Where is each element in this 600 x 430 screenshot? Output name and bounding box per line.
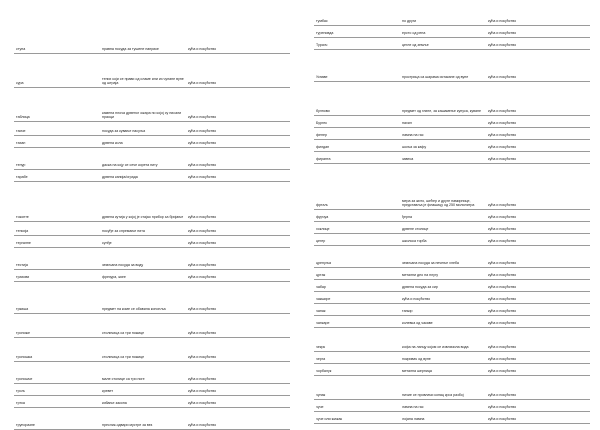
term-cell: чуче или жижак xyxy=(314,411,400,423)
category-cell: кућа и покућство xyxy=(486,127,590,139)
category-cell: кућа и покућство xyxy=(486,411,590,423)
term-cell: чанак xyxy=(314,303,400,315)
description-cell: цегле од земље xyxy=(400,37,486,49)
table-row xyxy=(314,399,590,411)
table-row xyxy=(314,163,590,209)
left-page xyxy=(14,13,290,430)
category-cell: кућа и покућство xyxy=(486,209,590,221)
table-row xyxy=(14,281,290,313)
table-row xyxy=(314,221,590,233)
description-cell: нахил xyxy=(400,115,486,127)
term-cell: троношка xyxy=(14,337,100,361)
term-cell: чуче xyxy=(314,399,400,411)
description-cell: дрвена кутија у којој је стајао прибор за бријање xyxy=(100,181,186,221)
description-cell: лампа на гас xyxy=(400,127,486,139)
category-cell: кућа и покућство xyxy=(186,135,290,147)
term-cell: тенур xyxy=(14,147,100,169)
category-cell: кућа и покућство xyxy=(486,363,590,375)
table-row xyxy=(314,115,590,127)
category-cell: кућа и покућство xyxy=(186,269,290,281)
description-cell: покривач од вуне xyxy=(400,351,486,363)
table-row xyxy=(314,139,590,151)
glossary-table-right xyxy=(314,13,590,424)
description-cell: мале столице са три ноге xyxy=(100,361,186,383)
description-cell: кибање закона xyxy=(100,395,186,407)
category-cell: кућа и покућство xyxy=(186,247,290,269)
term-cell: Укпаве xyxy=(314,49,400,81)
description-cell: столичица са три ножице xyxy=(100,337,186,361)
table-row xyxy=(14,221,290,235)
description-cell: даска на коју се сече корета питу xyxy=(100,147,186,169)
description-cell: кревет xyxy=(100,383,186,395)
category-cell: кућа и покућство xyxy=(186,221,290,235)
term-cell: тахан xyxy=(14,135,100,147)
term-cell: Турсич xyxy=(314,37,400,49)
category-cell: кућа и покућство xyxy=(186,337,290,361)
category-cell: кућа и покућство xyxy=(486,151,590,163)
description-cell: дрвене столице xyxy=(400,221,486,233)
term-cell: чунак xyxy=(314,375,400,399)
description-cell: столичица са три ножице xyxy=(100,313,186,337)
term-cell: филдан xyxy=(314,139,400,151)
description-cell: правна посуда за тушене паприке xyxy=(100,13,186,53)
category-cell: кућа и покућство xyxy=(486,163,590,209)
table-row xyxy=(14,247,290,269)
category-cell: кућа и покућство xyxy=(486,327,590,351)
category-cell: кућа и покућство xyxy=(186,181,290,221)
category-cell: кућа и покућство xyxy=(486,139,590,151)
category-cell: кућа и покућство xyxy=(186,395,290,407)
glossary-table-left xyxy=(14,13,290,430)
description-cell: преслик-одвари мустре за вез xyxy=(100,407,186,429)
term-cell: фенер xyxy=(314,127,400,139)
category-cell: кућа и покућство xyxy=(186,147,290,169)
term-cell: трољ xyxy=(14,383,100,395)
category-cell: кућа и покућство xyxy=(486,315,590,327)
table-row xyxy=(314,233,590,245)
description-cell: тепих који се прави од сламе или из чупане вуне од штраја xyxy=(100,53,186,87)
category-cell: кућа и покућство xyxy=(486,25,590,37)
description-cell: земљана посуда за воду xyxy=(100,247,186,269)
description-cell: метална шерпица xyxy=(400,363,486,375)
term-cell: чекрк xyxy=(314,327,400,351)
term-cell: ступа xyxy=(14,13,100,53)
description-cell: мера за жито, шећер и друге намирнице, представља је флашицу од 250 милилитра xyxy=(400,163,486,209)
table-row xyxy=(314,151,590,163)
table-row xyxy=(314,209,590,221)
category-cell: кућа и покућство xyxy=(486,49,590,81)
table-row xyxy=(314,81,590,115)
table-row xyxy=(314,279,590,291)
category-cell: кућа и покућство xyxy=(186,87,290,121)
right-page xyxy=(314,13,590,424)
description-cell: ђерна xyxy=(400,209,486,221)
category-cell: кућа и покућство xyxy=(486,291,590,303)
description-cell: предмет од глине, за кашамење купуса, куване xyxy=(400,81,486,115)
table-row xyxy=(314,411,590,423)
term-cell: чабар xyxy=(314,279,400,291)
description-cell: фрезура, жиге xyxy=(100,269,186,281)
description-cell: завеса xyxy=(400,151,486,163)
table-row xyxy=(14,135,290,147)
table-row xyxy=(14,169,290,181)
category-cell: кућа и покућство xyxy=(486,279,590,291)
category-cell: кућа и покућство xyxy=(486,267,590,279)
category-cell: кућа и покућство xyxy=(486,37,590,49)
category-cell: кућа и покућство xyxy=(186,169,290,181)
table-row xyxy=(14,235,290,247)
category-cell: кућа и покућство xyxy=(486,303,590,315)
term-cell: таиче xyxy=(14,121,100,135)
term-cell: троношче xyxy=(14,361,100,383)
term-cell: тепсија xyxy=(14,221,100,235)
table-row xyxy=(314,49,590,81)
category-cell: кућа и покућство xyxy=(186,407,290,429)
category-cell: кућа и покућство xyxy=(486,351,590,363)
term-cell: црепуља xyxy=(314,245,400,267)
term-cell: чапкаре xyxy=(314,315,400,327)
description-cell: земљана посуда за печење хлеба xyxy=(400,245,486,267)
table-row xyxy=(14,313,290,337)
term-cell: тестија xyxy=(14,247,100,269)
category-cell: кућа и покућство xyxy=(486,13,590,25)
table-row xyxy=(314,375,590,399)
description-cell: дрвена посуда за сир xyxy=(400,279,486,291)
description-cell: дрвена кола xyxy=(100,135,186,147)
table-row xyxy=(14,383,290,395)
term-cell: тарабе xyxy=(14,169,100,181)
table-row xyxy=(314,291,590,303)
term-cell: тркиша xyxy=(14,281,100,313)
term-cell: тумбас xyxy=(314,13,400,25)
table-row xyxy=(14,121,290,135)
category-cell: кућа и покућство xyxy=(186,281,290,313)
table-row xyxy=(14,13,290,53)
table-row xyxy=(314,245,590,267)
table-row xyxy=(314,267,590,279)
description-cell: школска торба xyxy=(400,233,486,245)
table-row xyxy=(14,147,290,169)
description-cell: сунђе xyxy=(100,235,186,247)
category-cell: кућа и покућство xyxy=(486,399,590,411)
term-cell: Бургек xyxy=(314,115,400,127)
description-cell: камена плоча дрвеног ожара по којој су писали праоци xyxy=(100,87,186,121)
term-cell: чакшире xyxy=(314,291,400,303)
table-row xyxy=(14,269,290,281)
category-cell: кућа и покућство xyxy=(186,361,290,383)
description-cell: лампа на гас xyxy=(400,399,486,411)
table-row xyxy=(14,53,290,87)
category-cell: кућа и покућство xyxy=(186,383,290,395)
category-cell: кућа и покућство xyxy=(486,81,590,115)
term-cell: троноже xyxy=(14,313,100,337)
term-cell: булпови xyxy=(314,81,400,115)
term-cell: таблица xyxy=(14,87,100,121)
table-row xyxy=(14,407,290,429)
term-cell: токонте xyxy=(14,181,100,221)
description-cell: метални део на плугу xyxy=(400,267,486,279)
description-cell: кућа и покућство xyxy=(400,291,486,303)
term-cell: туреновда xyxy=(314,25,400,37)
description-cell: ерсто од репа xyxy=(400,25,486,37)
table-row xyxy=(314,127,590,139)
term-cell: фиранта xyxy=(314,151,400,163)
term-cell: тергалне xyxy=(14,235,100,247)
table-row xyxy=(314,363,590,375)
term-cell: трахови xyxy=(14,269,100,281)
description-cell: по други xyxy=(400,13,486,25)
description-cell: дрвена капија/ограда xyxy=(100,169,186,181)
description-cell: прострица са шарама истакане од вуне xyxy=(400,49,486,81)
description-cell: ничие се провлачи конац кроз разбој xyxy=(400,375,486,399)
term-cell: чорбалук xyxy=(314,363,400,375)
category-cell: кућа и покућство xyxy=(186,313,290,337)
term-cell: цегер xyxy=(314,233,400,245)
term-cell: тртка xyxy=(14,395,100,407)
description-cell: посуда за кување пасуља xyxy=(100,121,186,135)
table-row xyxy=(314,37,590,49)
table-row xyxy=(14,87,290,121)
table-row xyxy=(14,181,290,221)
category-cell: кућа и покућство xyxy=(486,115,590,127)
category-cell: кућа и покућство xyxy=(486,375,590,399)
description-cell: посуђе за спремање пита xyxy=(100,221,186,235)
table-row xyxy=(314,303,590,315)
table-row xyxy=(14,337,290,361)
term-cell: сура xyxy=(14,53,100,87)
category-cell: кућа и покућство xyxy=(186,235,290,247)
category-cell: кућа и покућство xyxy=(486,233,590,245)
term-cell: хоклице xyxy=(314,221,400,233)
category-cell: кућа и покућство xyxy=(486,221,590,233)
table-row xyxy=(314,351,590,363)
term-cell: цртак xyxy=(314,267,400,279)
term-cell: фурчуа xyxy=(314,209,400,221)
table-row xyxy=(14,395,290,407)
category-cell: кућа и покућство xyxy=(186,53,290,87)
table-row xyxy=(314,315,590,327)
term-cell: фртаљ xyxy=(314,163,400,209)
table-row xyxy=(314,327,590,351)
description-cell: кофа на ланцу којом се извлачила вода xyxy=(400,327,486,351)
table-row xyxy=(314,13,590,25)
category-cell: кућа и покућство xyxy=(186,121,290,135)
description-cell: тањир xyxy=(400,303,486,315)
description-cell: предмет на коме се обавила конопља xyxy=(100,281,186,313)
category-cell: кућа и покућство xyxy=(486,245,590,267)
table-row xyxy=(314,25,590,37)
category-cell: кућа и покућство xyxy=(186,13,290,53)
term-cell: черга xyxy=(314,351,400,363)
table-row xyxy=(14,361,290,383)
description-cell: лојана лампа xyxy=(400,411,486,423)
term-cell: трупоразне xyxy=(14,407,100,429)
description-cell: шоља за кафу xyxy=(400,139,486,151)
description-cell: колевка од чакаве xyxy=(400,315,486,327)
